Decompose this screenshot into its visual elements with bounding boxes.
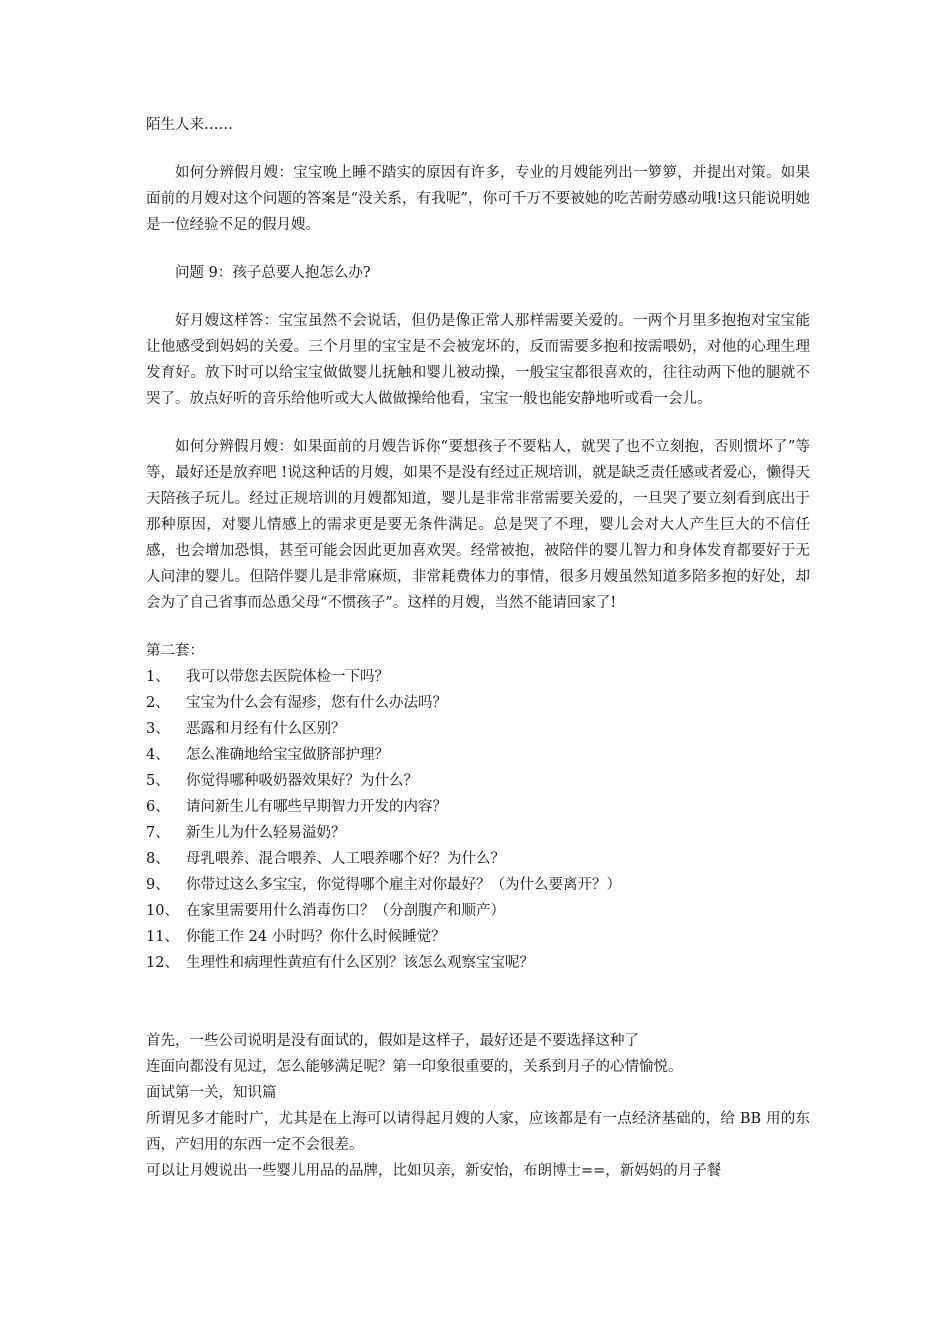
list-item-number: 4、 bbox=[146, 747, 170, 763]
list-item bbox=[146, 820, 810, 846]
list-item-number: 8、 bbox=[146, 851, 170, 867]
list-item-number: 1、 bbox=[146, 669, 170, 685]
list-item-text: 生理性和病理性黄疸有什么区别？该怎么观察宝宝呢？ bbox=[186, 955, 534, 971]
list-item-number: 7、 bbox=[146, 825, 170, 841]
knowledge-paragraph-2: 可以让月嫂说出一些婴儿用品的品牌，比如贝亲，新安怡，布朗博士==，新妈妈的月子餐 bbox=[146, 1163, 722, 1179]
closing-line-2: 连面向都没有见过，怎么能够满足呢？第一印象很重要的，关系到月子的心情愉悦。 bbox=[146, 1059, 683, 1075]
paragraph-fake-nanny-2: 如何分辨假月嫂：如果面前的月嫂告诉你“要想孩子不要粘人，就哭了也不立刻抱，否则惯坏了”等等，最好还是放弃吧 !说这种话的月嫂，如果不是没有经过正规培训，就是缺乏责任感或者爱心，懒得天天陪孩子玩儿。经过正规培训的月嫂都知道，婴儿是非常非常需要关爱的，一旦哭了要立刻看到底出于那种原因，对婴儿情感上的需求更是要无条件满足。总是哭了不理，婴儿会对大人产生巨大的不信任感，也会增加恐惧，甚至可能会因此更加喜欢哭。经常被抱，被陪伴的婴儿智力和身体发育都要好于无人问津的婴儿。但陪伴婴儿是非常麻烦，非常耗费体力的事情，很多月嫂虽然知道多陪多抱的好处，却会为了自己省事而怂恿父母“不惯孩子”。这样的月嫂，当然不能请回家了! bbox=[146, 439, 810, 611]
list-item-text: 你觉得哪种吸奶器效果好？为什么？ bbox=[186, 773, 418, 789]
list-item-number: 10、 bbox=[146, 903, 179, 919]
list-item-number: 2、 bbox=[146, 695, 170, 711]
list-item-text: 恶露和月经有什么区别？ bbox=[186, 721, 346, 737]
list-item-text: 新生儿为什么轻易溢奶？ bbox=[186, 825, 346, 841]
knowledge-paragraph-1: 所谓见多才能时广，尤其是在上海可以请得起月嫂的人家，应该都是有一点经济基础的，给 BB 用的东西，产妇用的东西一定不会很差。 bbox=[146, 1111, 810, 1153]
knowledge-heading: 面试第一关，知识篇 bbox=[146, 1085, 277, 1101]
list-item-number: 3、 bbox=[146, 721, 170, 737]
list-item bbox=[146, 742, 810, 768]
list-item bbox=[146, 872, 810, 898]
list-item-text: 你带过这么多宝宝，你觉得哪个雇主对你最好？（为什么要离开？） bbox=[186, 877, 621, 893]
paragraph-fake-nanny-1: 如何分辨假月嫂：宝宝晚上睡不踏实的原因有许多，专业的月嫂能列出一箩箩，并提出对策。如果面前的月嫂对这个问题的答案是“没关系，有我呢”，你可千万不要被她的吃苦耐劳感动哦!这只能说明她是一位经验不足的假月嫂。 bbox=[146, 165, 810, 233]
list-item-number: 12、 bbox=[146, 955, 179, 971]
list-item bbox=[146, 716, 810, 742]
list-item-text: 在家里需要用什么消毒伤口？（分剖腹产和顺产） bbox=[186, 903, 505, 919]
spacer bbox=[146, 976, 810, 1028]
spacer bbox=[146, 238, 810, 260]
document-page bbox=[146, 112, 810, 1184]
list-item-number: 11、 bbox=[146, 929, 179, 945]
list-item-number: 6、 bbox=[146, 799, 170, 815]
question-9: 问题 9：孩子总要人抱怎么办? bbox=[175, 265, 371, 281]
closing-line-1: 首先，一些公司说明是没有面试的，假如是这样子，最好还是不要选择这种了 bbox=[146, 1033, 639, 1049]
list-item-text: 宝宝为什么会有湿疹，您有什么办法吗？ bbox=[186, 695, 447, 711]
list-item-text: 你能工作 24 小时吗？你什么时候睡觉？ bbox=[186, 929, 446, 945]
spacer bbox=[146, 138, 810, 160]
list-item-number: 9、 bbox=[146, 877, 170, 893]
list-item-number: 5、 bbox=[146, 773, 170, 789]
list-item-text: 母乳喂养、混合喂养、人工喂养哪个好？为什么？ bbox=[186, 851, 505, 867]
list-item bbox=[146, 664, 810, 690]
list-item bbox=[146, 924, 810, 950]
list-item bbox=[146, 690, 810, 716]
list-item-text: 怎么准确地给宝宝做脐部护理？ bbox=[186, 747, 389, 763]
spacer bbox=[146, 286, 810, 308]
spacer bbox=[146, 412, 810, 434]
spacer bbox=[146, 616, 810, 638]
list-item bbox=[146, 898, 810, 924]
list-item-text: 请问新生儿有哪些早期智力开发的内容？ bbox=[186, 799, 447, 815]
list-item-text: 我可以带您去医院体检一下吗？ bbox=[186, 669, 389, 685]
list-item bbox=[146, 846, 810, 872]
set-two-heading: 第二套： bbox=[146, 643, 204, 659]
list-item bbox=[146, 794, 810, 820]
paragraph-good-answer: 好月嫂这样答：宝宝虽然不会说话，但仍是像正常人那样需要关爱的。一两个月里多抱抱对宝宝能让他感受到妈妈的关爱。三个月里的宝宝是不会被宠坏的，反而需要多抱和按需喂奶，对他的心理生理发育好。放下时可以给宝宝做做婴儿抚触和婴儿被动操，一般宝宝都很喜欢的，往往动两下他的腿就不哭了。放点好听的音乐给他听或大人做做操给他看，宝宝一般也能安静地听或看一会儿。 bbox=[146, 313, 810, 407]
intro-line: 陌生人来…… bbox=[146, 117, 233, 133]
set-two-list bbox=[146, 664, 810, 976]
list-item bbox=[146, 768, 810, 794]
list-item bbox=[146, 950, 810, 976]
